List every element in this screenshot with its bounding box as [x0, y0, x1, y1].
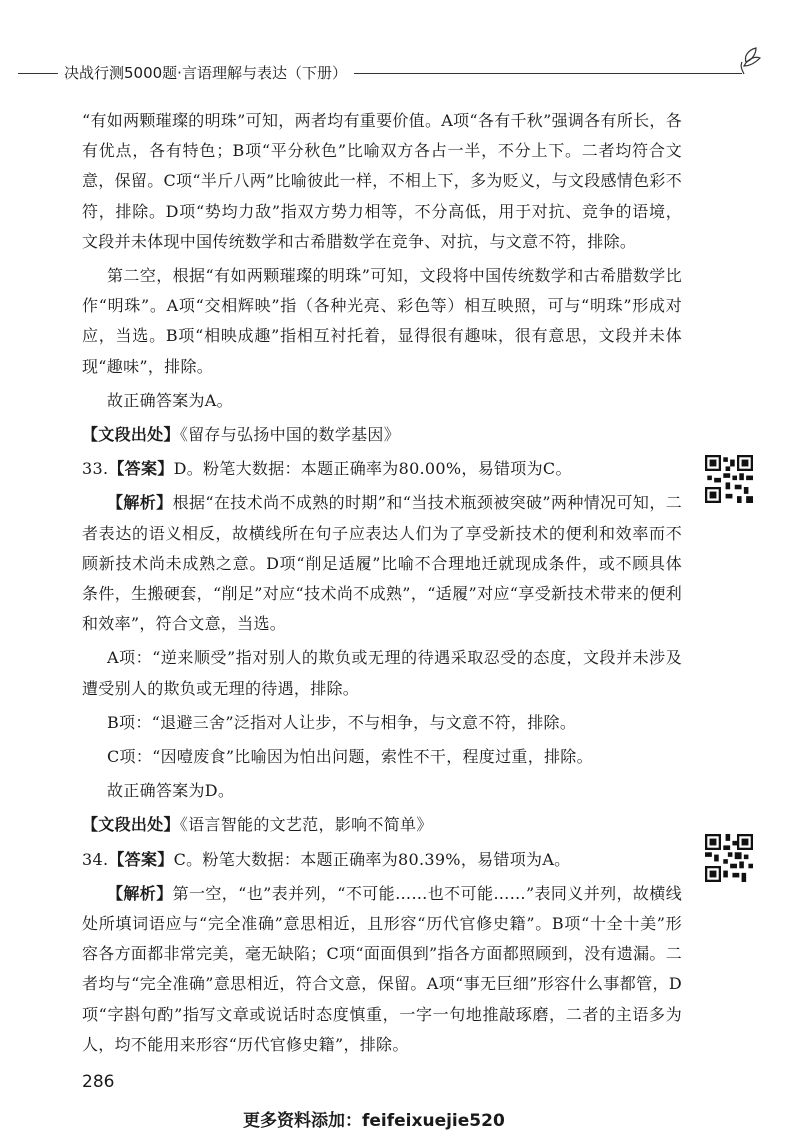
source-citation-1	[82, 420, 682, 450]
q33-option-a: A项：“逆来顺受”指对别人的欺负或无理的待遇采取忍受的态度，文段并未涉及遭受别人的欺负或无理的待遇，排除。	[82, 648, 682, 698]
q34-analysis	[82, 879, 682, 1060]
paragraph-q32-first-blank: “有如两颗璀璨的明珠”可知，两者均有重要价值。A项“各有千秋”强调各有所长，各有优点，各有特色；B项“平分秋色”比喻双方各占一半，不分上下。二者均符合文意，保留。C项“半斤八两”比喻彼此一样，不相上下，多为贬义，与文段感情色彩不符，排除。D项“势均力敌”指双方势力相等，不分高低，用于对抗、竞争的语境，文段并未体现中国传统数学和古希腊数学在竞争、对抗，与文意不符，排除。	[82, 111, 683, 251]
footer-note: 更多资料添加：feifeixuejie520	[243, 1111, 505, 1131]
source-title: 《留存与弘扬中国的数学基因》	[179, 425, 401, 445]
qr-code-icon[interactable]	[705, 455, 753, 503]
source-label: 【文段出处】	[82, 425, 180, 445]
running-header	[0, 62, 800, 86]
page-body	[82, 106, 682, 1060]
analysis-label: 【解析】	[107, 883, 173, 903]
answer-label: 【答案】	[108, 849, 174, 869]
source-title: 《语言智能的文艺范，影响不简单》	[179, 815, 433, 835]
q33-answer	[82, 454, 682, 484]
header-rule-left	[18, 73, 58, 74]
question-number: 34.	[82, 849, 109, 869]
q33-option-c: C项：“因噎废食”比喻因为怕出问题，索性不干，程度过重，排除。	[107, 747, 593, 767]
question-number: 33.	[82, 459, 109, 479]
q34-answer	[82, 845, 682, 875]
header-rule-right	[354, 73, 742, 74]
paragraph-q32-conclusion: 故正确答案为A。	[107, 390, 233, 410]
qr-code-icon[interactable]	[705, 834, 753, 882]
q33-option-b: B项：“退避三舍”泛指对人让步，不与相争，与文意不符，排除。	[107, 712, 577, 732]
answer-label: 【答案】	[108, 459, 174, 479]
analysis-text: 根据“在技术尚不成熟的时期”和“当技术瓶颈被突破”两种情况可知，二者表达的语义相反，故横线所在句子应表达人们为了享受新技术的便利和效率而不顾新技术尚未成熟之意。D项“削足适履”比喻不合理地迁就现成条件，或不顾具体条件，生搬硬套，“削足”对应“技术尚不成熟”，“适履”对应“享受新技术带来的便利和效率”，符合文意，当选。	[82, 493, 683, 634]
analysis-text: 第一空，“也”表并列，“不可能……也不可能……”表同义并列，故横线处所填词语应与“完全准确”意思相近，且形容“历代官修史籍”。B项“十全十美”形容各方面都非常完美，毫无缺陷；C项“面面俱到”指各方面都照顾到，没有遗漏。二者均与“完全准确”意思相近，符合文意，保留。A项“事无巨细”形容什么事都管，D项“字斟句酌”指写文章或说话时态度慎重，一字一句地推敲琢磨，二者的主语多为人，均不能用来形容“历代官修史籍”，排除。	[82, 883, 683, 1054]
answer-text: D。粉笔大数据：本题正确率为80.00%，易错项为C。	[173, 459, 572, 479]
sprout-icon	[738, 44, 768, 76]
book-title: 决战行测5000题·言语理解与表达（下册）	[64, 64, 347, 82]
source-citation-2	[82, 810, 682, 840]
q33-conclusion: 故正确答案为D。	[107, 781, 235, 801]
page-number: 286	[82, 1072, 115, 1092]
q33-analysis	[82, 488, 682, 639]
analysis-label: 【解析】	[107, 493, 173, 513]
source-label: 【文段出处】	[82, 815, 180, 835]
answer-text: C。粉笔大数据：本题正确率为80.39%，易错项为A。	[173, 849, 571, 869]
paragraph-q32-second-blank: 第二空，根据“有如两颗璀璨的明珠”可知，文段将中国传统数学和古希腊数学比作“明珠”。A项“交相辉映”指（各种光亮、彩色等）相互映照，可与“明珠”形成对应，当选。B项“相映成趣”指相互衬托着，显得很有趣味，很有意思，文段并未体现“趣味”，排除。	[82, 266, 682, 376]
